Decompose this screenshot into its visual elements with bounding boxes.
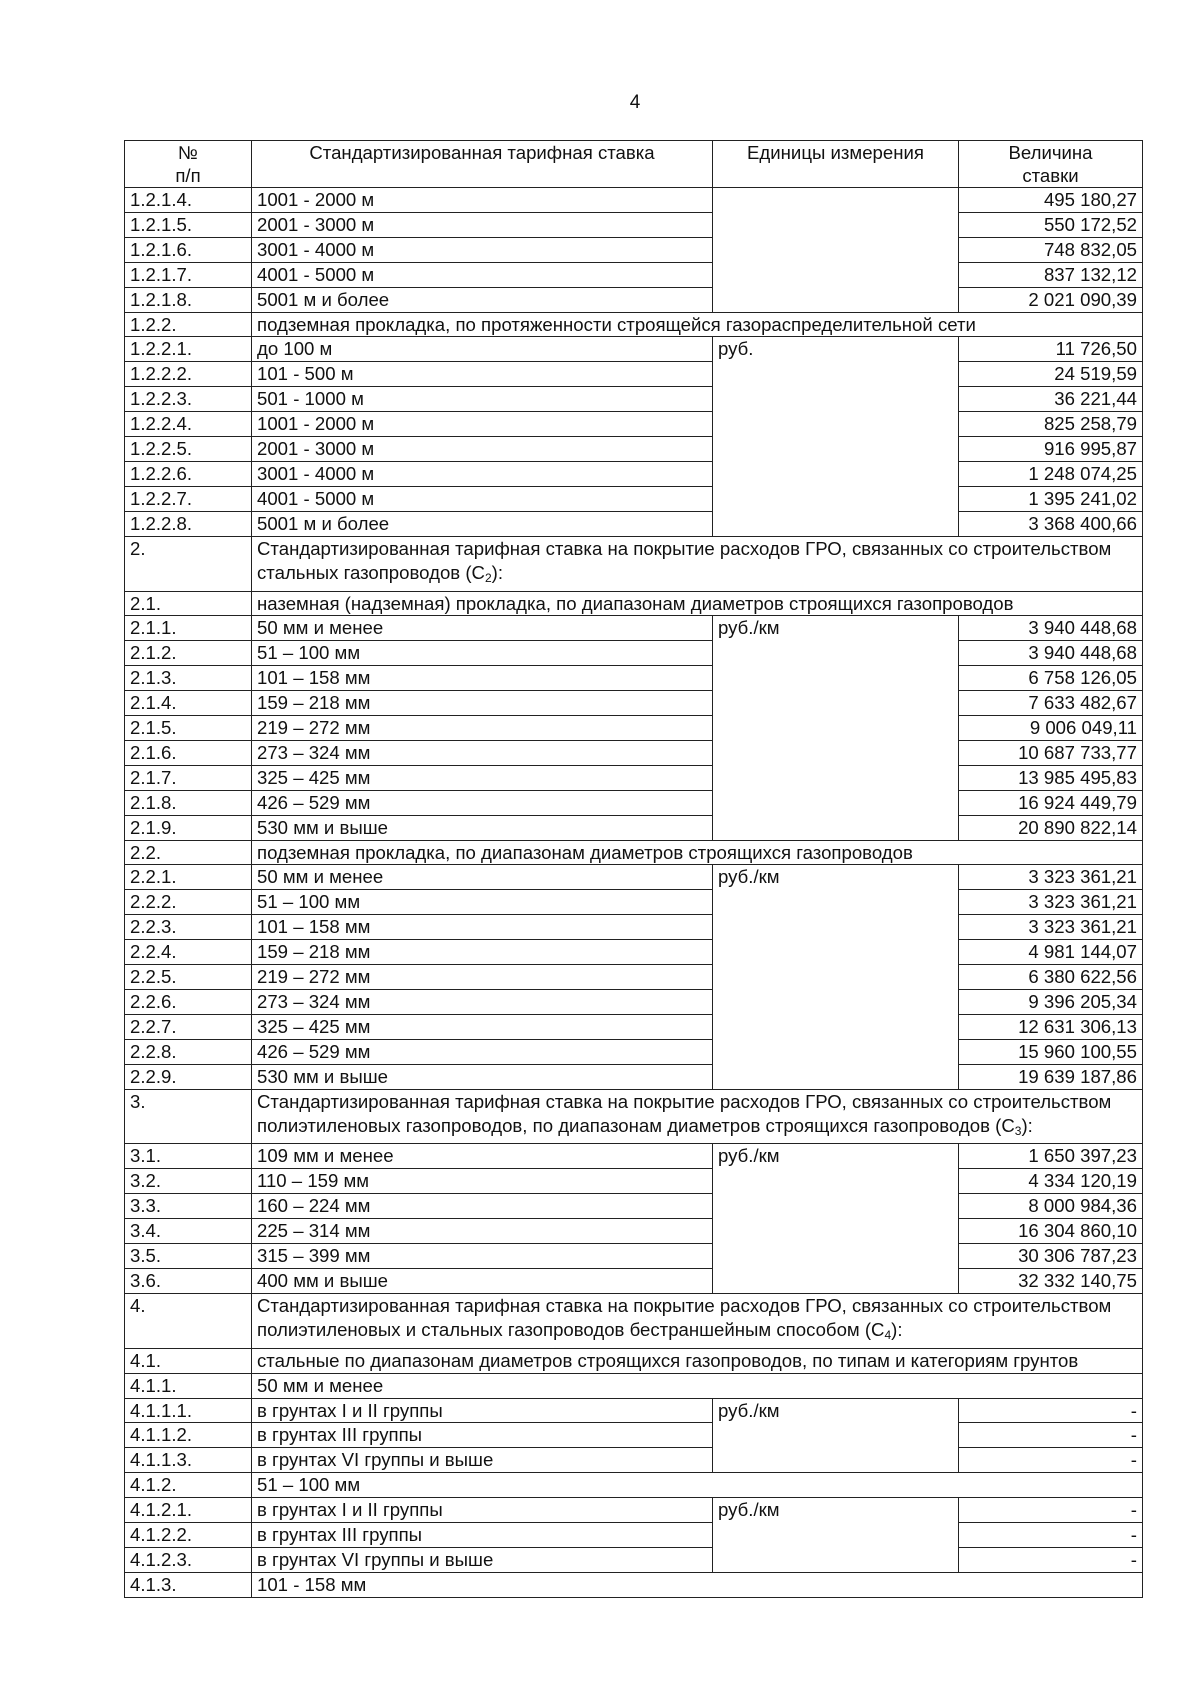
rate-value: 3 940 448,68 xyxy=(959,641,1143,666)
rate-value: 7 633 482,67 xyxy=(959,691,1143,716)
rate-name: 110 – 159 мм xyxy=(252,1169,713,1194)
rate-name: 160 – 224 мм xyxy=(252,1194,713,1219)
row-number: 2.1.2. xyxy=(125,641,252,666)
table-row xyxy=(125,1268,1143,1293)
rate-value: - xyxy=(959,1498,1143,1523)
section-number: 3. xyxy=(125,1089,252,1144)
row-number: 1.2.1.4. xyxy=(125,188,252,213)
rate-value: 4 334 120,19 xyxy=(959,1169,1143,1194)
rate-name: 101 - 500 м xyxy=(252,362,713,387)
rate-value: 1 248 074,25 xyxy=(959,461,1143,486)
section-title: наземная (надземная) прокладка, по диапазонам диаметров строящихся газопроводов xyxy=(252,591,1143,616)
rate-value: - xyxy=(959,1423,1143,1448)
section-number: 4.1. xyxy=(125,1348,252,1373)
table-row xyxy=(125,237,1143,262)
row-number: 3.3. xyxy=(125,1194,252,1219)
rate-name: 1001 - 2000 м xyxy=(252,188,713,213)
row-number: 4.1.2.3. xyxy=(125,1547,252,1572)
rate-name: 159 – 218 мм xyxy=(252,940,713,965)
rate-value: 15 960 100,55 xyxy=(959,1039,1143,1064)
rate-name: в грунтах III группы xyxy=(252,1523,713,1548)
section-row xyxy=(125,1572,1143,1597)
table-row xyxy=(125,1064,1143,1089)
table-row xyxy=(125,511,1143,536)
rate-value: 2 021 090,39 xyxy=(959,287,1143,312)
rate-name: 426 – 529 мм xyxy=(252,790,713,815)
rate-value: 3 940 448,68 xyxy=(959,616,1143,641)
row-number: 3.6. xyxy=(125,1268,252,1293)
section-title: подземная прокладка, по протяженности строящейся газораспределительной сети xyxy=(252,312,1143,337)
unit-cell: руб./км xyxy=(713,1498,959,1573)
rate-value: 12 631 306,13 xyxy=(959,1014,1143,1039)
section-number: 4.1.3. xyxy=(125,1572,252,1597)
rate-name: в грунтах I и II группы xyxy=(252,1398,713,1423)
row-number: 2.2.4. xyxy=(125,940,252,965)
unit-cell: руб. xyxy=(713,337,959,536)
row-number: 1.2.1.6. xyxy=(125,237,252,262)
rate-value: 495 180,27 xyxy=(959,188,1143,213)
rate-name: 3001 - 4000 м xyxy=(252,237,713,262)
rate-name: 109 мм и менее xyxy=(252,1144,713,1169)
unit-cell: руб./км xyxy=(713,616,959,840)
rate-value: 8 000 984,36 xyxy=(959,1194,1143,1219)
page-number: 4 xyxy=(629,92,641,113)
table-row xyxy=(125,890,1143,915)
table-row xyxy=(125,990,1143,1015)
table-row xyxy=(125,765,1143,790)
table-row xyxy=(125,262,1143,287)
rate-value: 916 995,87 xyxy=(959,437,1143,462)
section-row xyxy=(125,840,1143,865)
section-row xyxy=(125,1373,1143,1398)
rate-value: 24 519,59 xyxy=(959,362,1143,387)
section-number: 4. xyxy=(125,1293,252,1348)
table-row xyxy=(125,1547,1143,1572)
rate-name: в грунтах III группы xyxy=(252,1423,713,1448)
table-row xyxy=(125,337,1143,362)
rate-name: 5001 м и более xyxy=(252,511,713,536)
table-row xyxy=(125,437,1143,462)
rate-value: 6 380 622,56 xyxy=(959,965,1143,990)
rate-name: 273 – 324 мм xyxy=(252,990,713,1015)
row-number: 2.2.9. xyxy=(125,1064,252,1089)
table-row xyxy=(125,716,1143,741)
table-row xyxy=(125,287,1143,312)
rate-name: 50 мм и менее xyxy=(252,616,713,641)
row-number: 4.1.2.1. xyxy=(125,1498,252,1523)
row-number: 2.1.1. xyxy=(125,616,252,641)
table-row xyxy=(125,212,1143,237)
section-title: подземная прокладка, по диапазонам диаметров строящихся газопроводов xyxy=(252,840,1143,865)
table-row xyxy=(125,1523,1143,1548)
rate-name: 4001 - 5000 м xyxy=(252,262,713,287)
rate-name: 325 – 425 мм xyxy=(252,765,713,790)
table-row xyxy=(125,790,1143,815)
table-row xyxy=(125,616,1143,641)
rate-value: 32 332 140,75 xyxy=(959,1268,1143,1293)
row-number: 2.1.3. xyxy=(125,666,252,691)
rate-value: 748 832,05 xyxy=(959,237,1143,262)
table-row xyxy=(125,940,1143,965)
rate-value: 16 304 860,10 xyxy=(959,1219,1143,1244)
row-number: 4.1.1.2. xyxy=(125,1423,252,1448)
row-number: 2.1.9. xyxy=(125,815,252,840)
rate-value: 30 306 787,23 xyxy=(959,1244,1143,1269)
section-title: стальные по диапазонам диаметров строящихся газопроводов, по типам и категориям грунтов xyxy=(252,1348,1143,1373)
table-header-row xyxy=(125,141,1143,188)
rate-value: 16 924 449,79 xyxy=(959,790,1143,815)
header-no: № п/п xyxy=(125,141,252,188)
rate-value: 11 726,50 xyxy=(959,337,1143,362)
rate-value: 13 985 495,83 xyxy=(959,765,1143,790)
rate-name: 51 – 100 мм xyxy=(252,890,713,915)
row-number: 2.2.1. xyxy=(125,865,252,890)
table-row xyxy=(125,1244,1143,1269)
rate-value: 6 758 126,05 xyxy=(959,666,1143,691)
table-row xyxy=(125,641,1143,666)
rate-name: 426 – 529 мм xyxy=(252,1039,713,1064)
rate-value: - xyxy=(959,1523,1143,1548)
section-title: Стандартизированная тарифная ставка на покрытие расходов ГРО, связанных со строительством полиэтиленовых и стальных газопроводов бестраншейным способом $(С_4)$: xyxy=(252,1293,1143,1348)
rate-name: 225 – 314 мм xyxy=(252,1219,713,1244)
row-number: 3.4. xyxy=(125,1219,252,1244)
rate-value: 9 006 049,11 xyxy=(959,716,1143,741)
table-row xyxy=(125,387,1143,412)
row-number: 3.2. xyxy=(125,1169,252,1194)
row-number: 3.1. xyxy=(125,1144,252,1169)
row-number: 2.2.2. xyxy=(125,890,252,915)
rate-name: в грунтах VI группы и выше xyxy=(252,1547,713,1572)
row-number: 3.5. xyxy=(125,1244,252,1269)
row-number: 2.1.4. xyxy=(125,691,252,716)
row-number: 1.2.2.5. xyxy=(125,437,252,462)
row-number: 4.1.1.3. xyxy=(125,1448,252,1473)
table-row xyxy=(125,666,1143,691)
row-number: 2.1.5. xyxy=(125,716,252,741)
section-row xyxy=(125,1089,1143,1144)
rate-name: 50 мм и менее xyxy=(252,865,713,890)
table-row xyxy=(125,461,1143,486)
table-row xyxy=(125,412,1143,437)
table-row xyxy=(125,965,1143,990)
section-number: 2.2. xyxy=(125,840,252,865)
table-row xyxy=(125,1448,1143,1473)
header-value: Величина ставки xyxy=(959,141,1143,188)
rate-value: 3 323 361,21 xyxy=(959,915,1143,940)
table-row xyxy=(125,1144,1143,1169)
table-row xyxy=(125,740,1143,765)
section-number: 1.2.2. xyxy=(125,312,252,337)
table-row xyxy=(125,188,1143,213)
rate-name: 2001 - 3000 м xyxy=(252,437,713,462)
tariff-rates-table xyxy=(124,140,1143,1598)
row-number: 4.1.2.2. xyxy=(125,1523,252,1548)
rate-name: 325 – 425 мм xyxy=(252,1014,713,1039)
rate-name: 273 – 324 мм xyxy=(252,740,713,765)
table-row xyxy=(125,691,1143,716)
row-number: 2.2.3. xyxy=(125,915,252,940)
rate-value: - xyxy=(959,1448,1143,1473)
table-row xyxy=(125,1423,1143,1448)
section-number: 2. xyxy=(125,536,252,591)
rate-name: 1001 - 2000 м xyxy=(252,412,713,437)
section-title: Стандартизированная тарифная ставка на покрытие расходов ГРО, связанных со строительством стальных газопроводов $(С_2)$: xyxy=(252,536,1143,591)
rate-value: 3 323 361,21 xyxy=(959,890,1143,915)
section-row xyxy=(125,1293,1143,1348)
rate-value: 19 639 187,86 xyxy=(959,1064,1143,1089)
row-number: 1.2.2.8. xyxy=(125,511,252,536)
row-number: 1.2.1.7. xyxy=(125,262,252,287)
table-row xyxy=(125,1398,1143,1423)
section-row xyxy=(125,1348,1143,1373)
row-number: 1.2.2.1. xyxy=(125,337,252,362)
rate-name: 51 – 100 мм xyxy=(252,641,713,666)
rate-name: в грунтах VI группы и выше xyxy=(252,1448,713,1473)
rate-value: 3 368 400,66 xyxy=(959,511,1143,536)
table-row xyxy=(125,915,1143,940)
row-number: 2.1.7. xyxy=(125,765,252,790)
rate-name: 2001 - 3000 м xyxy=(252,212,713,237)
rate-value: 10 687 733,77 xyxy=(959,740,1143,765)
table-row xyxy=(125,1169,1143,1194)
rate-name: 400 мм и выше xyxy=(252,1268,713,1293)
section-row xyxy=(125,591,1143,616)
row-number: 1.2.1.5. xyxy=(125,212,252,237)
rate-name: 101 – 158 мм xyxy=(252,666,713,691)
unit-cell: руб./км xyxy=(713,1144,959,1293)
rate-value: 3 323 361,21 xyxy=(959,865,1143,890)
section-title: Стандартизированная тарифная ставка на покрытие расходов ГРО, связанных со строительством полиэтиленовых газопроводов, по диапазонам диаметров строящихся газопроводов $(С_3)$: xyxy=(252,1089,1143,1144)
table-row xyxy=(125,362,1143,387)
rate-name: 315 – 399 мм xyxy=(252,1244,713,1269)
section-title: 50 мм и менее xyxy=(252,1373,1143,1398)
row-number: 2.2.8. xyxy=(125,1039,252,1064)
row-number: 1.2.2.6. xyxy=(125,461,252,486)
rate-value: 4 981 144,07 xyxy=(959,940,1143,965)
unit-cell: руб./км xyxy=(713,865,959,1089)
rate-name: 501 - 1000 м xyxy=(252,387,713,412)
table-row xyxy=(125,1498,1143,1523)
row-number: 2.1.8. xyxy=(125,790,252,815)
rate-name: 3001 - 4000 м xyxy=(252,461,713,486)
rate-name: 530 мм и выше xyxy=(252,815,713,840)
unit-cell xyxy=(713,188,959,313)
row-number: 2.2.5. xyxy=(125,965,252,990)
rate-value: 1 650 397,23 xyxy=(959,1144,1143,1169)
section-number: 4.1.2. xyxy=(125,1473,252,1498)
unit-cell: руб./км xyxy=(713,1398,959,1473)
section-row xyxy=(125,536,1143,591)
row-number: 1.2.2.3. xyxy=(125,387,252,412)
table-row xyxy=(125,865,1143,890)
rate-value: 837 132,12 xyxy=(959,262,1143,287)
rate-name: 101 – 158 мм xyxy=(252,915,713,940)
rate-name: 159 – 218 мм xyxy=(252,691,713,716)
rate-name: в грунтах I и II группы xyxy=(252,1498,713,1523)
rate-value: - xyxy=(959,1398,1143,1423)
rate-name: 5001 м и более xyxy=(252,287,713,312)
row-number: 4.1.1.1. xyxy=(125,1398,252,1423)
rate-value: 20 890 822,14 xyxy=(959,815,1143,840)
rate-name: 4001 - 5000 м xyxy=(252,486,713,511)
table-row xyxy=(125,1219,1143,1244)
table-row xyxy=(125,486,1143,511)
rate-value: 9 396 205,34 xyxy=(959,990,1143,1015)
section-title: 101 - 158 мм xyxy=(252,1572,1143,1597)
table-row xyxy=(125,1039,1143,1064)
row-number: 1.2.2.7. xyxy=(125,486,252,511)
table-row xyxy=(125,1194,1143,1219)
row-number: 2.2.7. xyxy=(125,1014,252,1039)
row-number: 2.1.6. xyxy=(125,740,252,765)
section-row xyxy=(125,1473,1143,1498)
rate-name: 219 – 272 мм xyxy=(252,965,713,990)
header-rate: Стандартизированная тарифная ставка xyxy=(252,141,713,188)
rate-value: 36 221,44 xyxy=(959,387,1143,412)
section-row xyxy=(125,312,1143,337)
section-number: 2.1. xyxy=(125,591,252,616)
rate-name: 219 – 272 мм xyxy=(252,716,713,741)
row-number: 1.2.2.4. xyxy=(125,412,252,437)
rate-value: 825 258,79 xyxy=(959,412,1143,437)
section-number: 4.1.1. xyxy=(125,1373,252,1398)
rate-value: - xyxy=(959,1547,1143,1572)
table-row xyxy=(125,815,1143,840)
rate-name: до 100 м xyxy=(252,337,713,362)
header-unit: Единицы измерения xyxy=(713,141,959,188)
row-number: 1.2.1.8. xyxy=(125,287,252,312)
section-title: 51 – 100 мм xyxy=(252,1473,1143,1498)
table-row xyxy=(125,1014,1143,1039)
rate-value: 1 395 241,02 xyxy=(959,486,1143,511)
row-number: 1.2.2.2. xyxy=(125,362,252,387)
rate-value: 550 172,52 xyxy=(959,212,1143,237)
rate-name: 530 мм и выше xyxy=(252,1064,713,1089)
row-number: 2.2.6. xyxy=(125,990,252,1015)
